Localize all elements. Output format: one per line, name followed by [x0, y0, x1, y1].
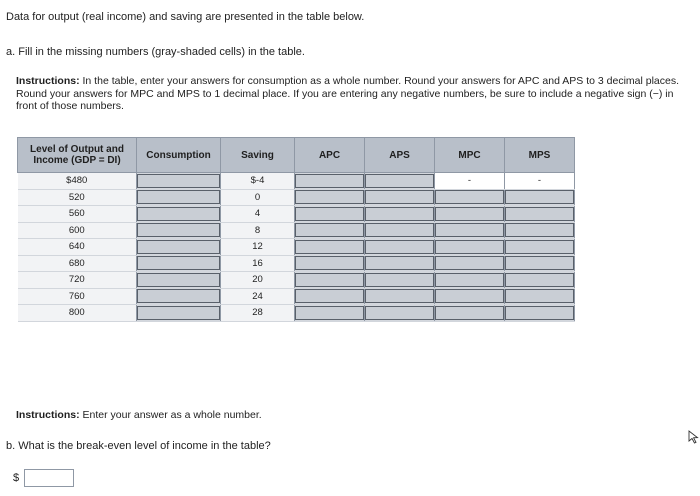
- mpc-input[interactable]: [435, 240, 504, 254]
- table-row: [18, 288, 575, 305]
- consumption-input[interactable]: [137, 240, 220, 254]
- saving-cell: 12: [221, 239, 295, 256]
- part-b-prompt: b. What is the break-even level of income in the table?: [6, 440, 271, 452]
- table-row: [18, 222, 575, 239]
- mps-input[interactable]: [505, 190, 574, 204]
- saving-cell: 0: [221, 189, 295, 206]
- mpc-input[interactable]: [435, 273, 504, 287]
- table-row: [18, 272, 575, 289]
- apc-input[interactable]: [295, 207, 364, 221]
- consumption-input[interactable]: [137, 289, 220, 303]
- level-cell: 640: [18, 239, 137, 256]
- header-mpc: MPC: [435, 138, 505, 173]
- instructions-block: [16, 75, 682, 113]
- mps-input[interactable]: [505, 256, 574, 270]
- saving-cell: $-4: [221, 173, 295, 190]
- mpc-input[interactable]: [435, 306, 504, 320]
- header-mps: MPS: [505, 138, 575, 173]
- instructions-2-label: Instructions:: [16, 409, 80, 421]
- consumption-input[interactable]: [137, 223, 220, 237]
- apc-input[interactable]: [295, 190, 364, 204]
- mpc-input[interactable]: [435, 289, 504, 303]
- data-table: [17, 137, 575, 322]
- level-cell: $480: [18, 173, 137, 190]
- table-row: [18, 305, 575, 322]
- table-body: [18, 173, 575, 322]
- table-header-row: [18, 138, 575, 173]
- instructions-2-text: Enter your answer as a whole number.: [79, 409, 262, 421]
- consumption-input[interactable]: [137, 174, 220, 188]
- aps-input[interactable]: [365, 289, 434, 303]
- apc-input[interactable]: [295, 273, 364, 287]
- level-cell: 520: [18, 189, 137, 206]
- aps-input[interactable]: [365, 190, 434, 204]
- saving-cell: 16: [221, 255, 295, 272]
- level-cell: 560: [18, 206, 137, 223]
- consumption-input[interactable]: [137, 190, 220, 204]
- instructions-2: [16, 409, 262, 421]
- apc-input[interactable]: [295, 256, 364, 270]
- saving-cell: 20: [221, 272, 295, 289]
- mps-input[interactable]: [505, 289, 574, 303]
- table-row: [18, 239, 575, 256]
- saving-cell: 8: [221, 222, 295, 239]
- apc-input[interactable]: [295, 174, 364, 188]
- apc-input[interactable]: [295, 306, 364, 320]
- part-a-prompt: a. Fill in the missing numbers (gray-shaded cells) in the table.: [6, 46, 305, 58]
- apc-input[interactable]: [295, 223, 364, 237]
- header-level: Level of Output and Income (GDP = DI): [18, 138, 137, 173]
- intro-text: Data for output (real income) and saving are presented in the table below.: [6, 11, 365, 23]
- mps-input[interactable]: [505, 240, 574, 254]
- saving-cell: 24: [221, 288, 295, 305]
- consumption-input[interactable]: [137, 256, 220, 270]
- apc-input[interactable]: [295, 240, 364, 254]
- table-row: [18, 173, 575, 190]
- level-cell: 600: [18, 222, 137, 239]
- mps-input[interactable]: [505, 207, 574, 221]
- header-consumption: Consumption: [137, 138, 221, 173]
- mpc-input[interactable]: [435, 256, 504, 270]
- mps-input[interactable]: [505, 223, 574, 237]
- aps-input[interactable]: [365, 306, 434, 320]
- dollar-prefix: $: [13, 472, 20, 484]
- level-cell: 720: [18, 272, 137, 289]
- aps-input[interactable]: [365, 240, 434, 254]
- header-aps: APS: [365, 138, 435, 173]
- mps-input[interactable]: [505, 306, 574, 320]
- mouse-cursor-icon: [688, 430, 700, 444]
- level-cell: 680: [18, 255, 137, 272]
- instructions-label: Instructions:: [16, 75, 80, 87]
- level-cell: 800: [18, 305, 137, 322]
- aps-input[interactable]: [365, 207, 434, 221]
- consumption-input[interactable]: [137, 306, 220, 320]
- mps-cell: -: [505, 173, 575, 190]
- break-even-answer-input[interactable]: [24, 469, 74, 487]
- table-row: [18, 206, 575, 223]
- header-apc: APC: [295, 138, 365, 173]
- table-row: [18, 255, 575, 272]
- apc-input[interactable]: [295, 289, 364, 303]
- aps-input[interactable]: [365, 256, 434, 270]
- mpc-input[interactable]: [435, 190, 504, 204]
- aps-input[interactable]: [365, 174, 434, 188]
- saving-cell: 4: [221, 206, 295, 223]
- level-cell: 760: [18, 288, 137, 305]
- consumption-input[interactable]: [137, 207, 220, 221]
- aps-input[interactable]: [365, 223, 434, 237]
- mpc-input[interactable]: [435, 207, 504, 221]
- aps-input[interactable]: [365, 273, 434, 287]
- mpc-input[interactable]: [435, 223, 504, 237]
- mps-input[interactable]: [505, 273, 574, 287]
- saving-cell: 28: [221, 305, 295, 322]
- header-saving: Saving: [221, 138, 295, 173]
- consumption-input[interactable]: [137, 273, 220, 287]
- table-row: [18, 189, 575, 206]
- mpc-cell: -: [435, 173, 505, 190]
- instructions-text: In the table, enter your answers for consumption as a whole number. Round your answers for APC and APS to 3 decimal places. Round your answers for MPC and MPS to 1 decimal place. If you are entering any negative numbers, be sure to include a negative sign (−) in front of those numbers.: [16, 75, 680, 112]
